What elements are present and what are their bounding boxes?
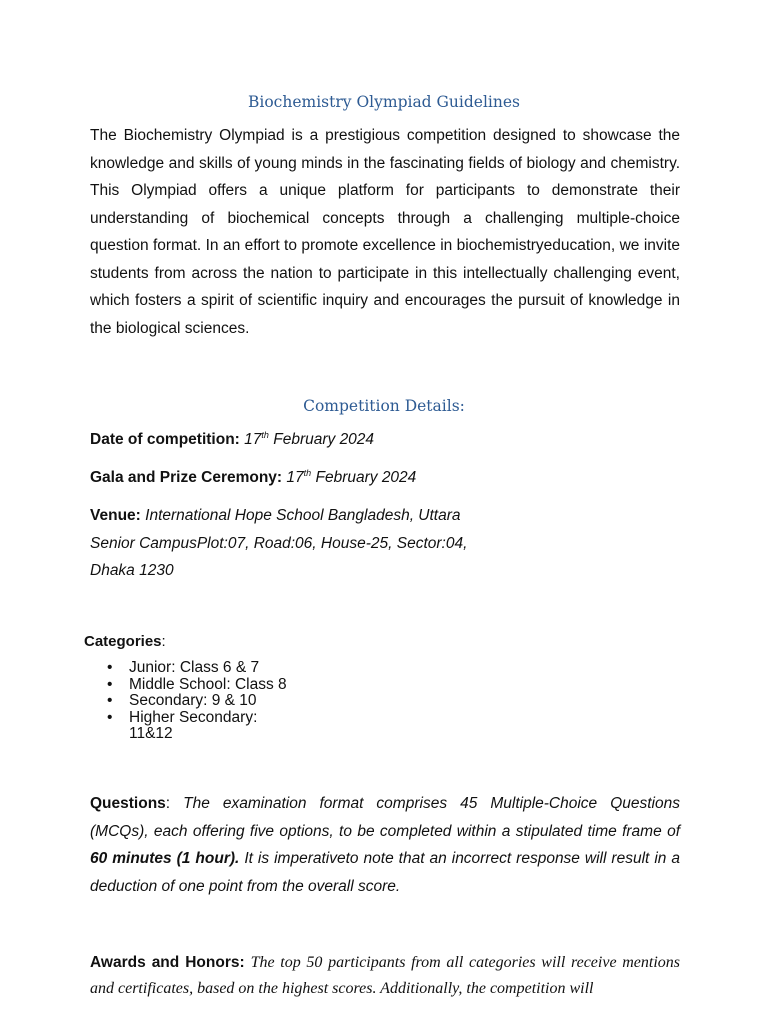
categories-list [104,660,289,743]
gala-ceremony [90,464,416,492]
page-title: Biochemistry Olympiad Guidelines [248,93,520,111]
category-label: Secondary: 9 & 10 [129,692,257,709]
questions-text-1: The examination format comprises 45 Multiple-Choice Questions (MCQs), each offering five options, to be completed within a stipulated time frame of [90,795,680,840]
venue [90,502,490,585]
questions-text-2: It is imperativeto note that an incorrect response will result in a deduction of one point from the overall score. [90,850,680,895]
awards-label: Awards and Honors: [90,954,245,971]
awards-paragraph [90,950,680,1002]
questions-duration: 60 minutes (1 hour). [90,850,240,867]
date-rest: February 2024 [273,431,375,448]
bullet-icon: • [107,675,113,693]
questions-colon: : [165,795,171,812]
competition-details-heading: Competition Details: [303,397,465,415]
category-label: Middle School: Class 8 [129,675,287,693]
date-suffix: th [261,430,269,440]
gala-label: Gala and Prize Ceremony: [90,469,283,486]
questions-label: Questions [90,795,166,812]
venue-line-3: Dhaka 1230 [90,562,174,579]
questions-paragraph [90,790,680,900]
date-label: Date of competition: [90,431,240,448]
list-item [104,677,289,694]
awards-text: The top 50 participants from all categories will receive mentions and certificates, based on the highest scores. Additionally, the competition will [90,954,680,997]
list-item [104,693,289,710]
bullet-icon: • [107,659,113,676]
bullet-icon: • [107,708,113,726]
categories-label: Categories [84,633,162,650]
venue-line-2: Senior CampusPlot:07, Road:06, House-25, Sector:04, [90,534,468,552]
venue-line-1: International Hope School Bangladesh, Uttara [145,507,461,524]
venue-label: Venue: [90,507,141,524]
category-label: Higher Secondary: 11&12 [129,708,258,742]
gala-value [286,469,416,486]
bullet-icon: • [107,692,113,709]
date-value [244,431,374,448]
list-item [104,710,289,743]
intro-paragraph: The Biochemistry Olympiad is a prestigious competition designed to showcase the knowledge and skills of young minds in the fascinating fields of biology and chemistry. This Olympiad offers a unique platform for participants to demonstrate their understanding of biochemical concepts through a challenging multiple-choice question format. In an effort to promote excellence in biochemistryeducation, we invite students from across the nation to participate in this intellectually challenging event, which fosters a spirit of scientific inquiry and encourages the pursuit of knowledge in the biological sciences. [90,127,680,337]
list-item [104,660,289,677]
categories-colon: : [161,633,166,650]
gala-rest: February 2024 [315,469,417,486]
category-label: Junior: Class 6 & 7 [129,659,260,676]
date-of-competition [90,426,374,454]
gala-day: 17 [286,469,304,486]
date-day: 17 [244,431,262,448]
gala-suffix: th [303,468,312,478]
categories-heading [84,633,166,650]
